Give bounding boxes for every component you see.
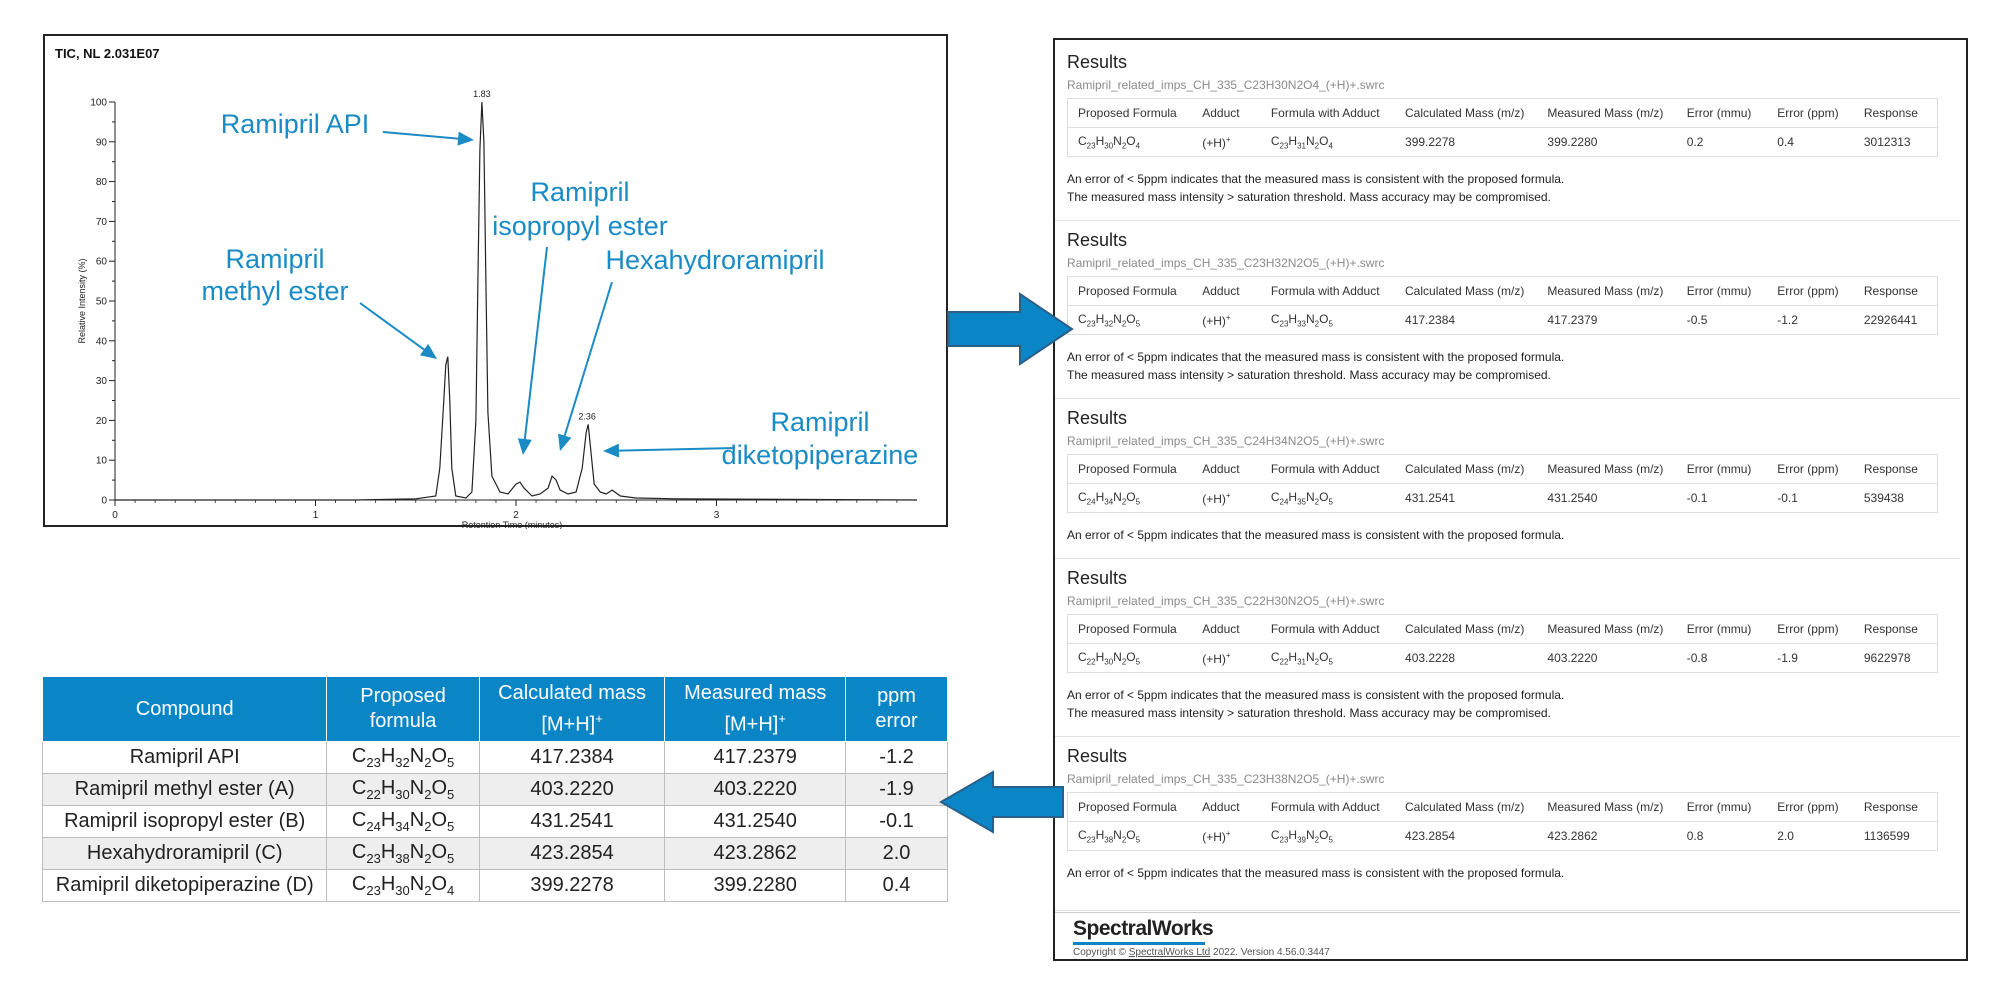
- summary-meas-mass: 417.2379: [665, 742, 846, 774]
- result-formula: $C_{22}H_{30}N_2O_5$: [1078, 649, 1141, 667]
- summary-meas-mass: 431.2540: [665, 806, 846, 838]
- result-column-header: Adduct: [1192, 455, 1261, 484]
- summary-compound: Ramipril methyl ester (A): [43, 774, 327, 806]
- y-tick-label: 40: [95, 336, 107, 348]
- x-tick-label: 1: [312, 510, 319, 521]
- summary-formula: $C_{22}H_{30}N_2O_5$: [327, 774, 479, 806]
- annotation-label: Hexahydroramipril: [605, 245, 825, 275]
- annotation-label: diketopiperazine: [721, 440, 919, 470]
- summary-ppm: -1.9: [846, 774, 948, 806]
- result-adduct: (+H)+: [1202, 650, 1231, 666]
- result-calc-mass: 423.2854: [1405, 829, 1456, 843]
- annotation-arrow: [603, 444, 735, 458]
- result-calc-mass: 403.2228: [1405, 651, 1456, 665]
- summary-compound: Ramipril API: [43, 742, 327, 774]
- arrow-right-icon: [946, 292, 1076, 366]
- spectralworks-logo: SpectralWorks: [1073, 917, 1214, 940]
- result-note-saturation: The measured mass intensity > saturation threshold. Mass accuracy may be compromised.: [1067, 706, 1551, 720]
- result-column-header: Calculated Mass (m/z): [1395, 99, 1537, 128]
- summary-row: [43, 838, 948, 870]
- summary-row: [43, 870, 948, 902]
- result-column-header: Measured Mass (m/z): [1537, 793, 1676, 822]
- header-calculated-mass: Calculated mass [M+H]+: [479, 677, 665, 742]
- result-column-header: Measured Mass (m/z): [1537, 455, 1676, 484]
- result-response: 3012313: [1863, 135, 1911, 149]
- result-column-header: Error (mmu): [1677, 793, 1768, 822]
- summary-meas-mass: 399.2280: [665, 870, 846, 902]
- result-calc-mass: 399.2278: [1405, 135, 1456, 149]
- result-error-ppm: -0.1: [1777, 491, 1798, 505]
- result-note: An error of < 5ppm indicates that the measured mass is consistent with the proposed formula.: [1067, 528, 1565, 542]
- result-error-ppm: 2.0: [1777, 829, 1794, 843]
- result-header-row: [1068, 99, 1938, 128]
- result-response: 9622978: [1863, 651, 1911, 665]
- result-column-header: Adduct: [1192, 277, 1261, 306]
- y-tick-label: 30: [95, 376, 107, 388]
- result-error-mmu: 0.2: [1686, 135, 1704, 149]
- result-header-row: [1068, 615, 1938, 644]
- summary-formula: $C_{23}H_{30}N_2O_4$: [327, 870, 479, 902]
- result-column-header: Error (ppm): [1767, 615, 1854, 644]
- peak-label: 1.83: [473, 89, 491, 99]
- copyright-link[interactable]: SpectralWorks Ltd: [1128, 947, 1211, 958]
- summary-ppm: 2.0: [846, 838, 948, 870]
- result-filename: Ramipril_related_imps_CH_335_C23H38N2O5_(+H)+.swrc: [1067, 772, 1385, 786]
- chromatogram-panel: [43, 34, 948, 527]
- result-column-header: Measured Mass (m/z): [1537, 615, 1676, 644]
- result-table: [1067, 454, 1938, 513]
- result-filename: Ramipril_related_imps_CH_335_C23H32N2O5_(+H)+.swrc: [1067, 256, 1385, 270]
- result-column-header: Measured Mass (m/z): [1537, 277, 1676, 306]
- result-column-header: Response: [1854, 455, 1938, 484]
- summary-ppm: -0.1: [846, 806, 948, 838]
- result-formula: $C_{23}H_{30}N_2O_4$: [1078, 133, 1141, 151]
- results-panel: [1053, 38, 1968, 961]
- result-column-header: Response: [1854, 99, 1938, 128]
- result-table: [1067, 614, 1938, 673]
- summary-meas-mass: 423.2862: [665, 838, 846, 870]
- x-axis-label: Retention Time (minutes): [461, 520, 563, 529]
- result-error-ppm: 0.4: [1777, 135, 1794, 149]
- result-filename: Ramipril_related_imps_CH_335_C23H30N2O4_(+H)+.swrc: [1067, 78, 1385, 92]
- x-tick-label: 2: [513, 510, 519, 521]
- result-data-row: [1068, 822, 1938, 851]
- summary-ppm: -1.2: [846, 742, 948, 774]
- result-column-header: Formula with Adduct: [1261, 455, 1395, 484]
- result-error-ppm: -1.9: [1777, 651, 1798, 665]
- result-column-header: Proposed Formula: [1068, 793, 1193, 822]
- result-column-header: Calculated Mass (m/z): [1395, 615, 1537, 644]
- arrow-left-icon: [937, 770, 1065, 834]
- result-response: 22926441: [1863, 313, 1918, 327]
- summary-formula: $C_{23}H_{32}N_2O_5$: [327, 742, 479, 774]
- result-data-row: [1068, 128, 1938, 157]
- result-error-mmu: 0.8: [1686, 829, 1704, 843]
- result-column-header: Error (mmu): [1677, 277, 1768, 306]
- y-tick-label: 70: [95, 216, 107, 228]
- result-section: [1055, 398, 1960, 559]
- peak-label: 2.36: [578, 411, 596, 422]
- result-note-saturation: The measured mass intensity > saturation threshold. Mass accuracy may be compromised.: [1067, 190, 1551, 204]
- result-meas-mass: 403.2220: [1547, 651, 1598, 665]
- result-error-mmu: -0.8: [1686, 651, 1708, 665]
- result-note: An error of < 5ppm indicates that the measured mass is consistent with the proposed formula.: [1067, 172, 1565, 186]
- summary-calc-mass: 431.2541: [479, 806, 665, 838]
- annotation-label: Ramipril: [530, 177, 630, 207]
- result-column-header: Error (ppm): [1767, 277, 1854, 306]
- summary-row: [43, 774, 948, 806]
- annotation-label: Ramipril: [225, 244, 325, 274]
- chromatogram-annotations: [201, 109, 918, 470]
- result-column-header: Formula with Adduct: [1261, 793, 1395, 822]
- y-axis-label: Relative Intensity (%): [77, 258, 87, 344]
- result-meas-mass: 423.2862: [1547, 829, 1598, 843]
- result-formula-adduct: $C_{23}H_{33}N_2O_5$: [1270, 311, 1333, 329]
- summary-compound: Hexahydroramipril (C): [43, 838, 327, 870]
- result-data-row: [1068, 306, 1938, 335]
- result-response: 539438: [1863, 491, 1904, 505]
- annotation-label: methyl ester: [201, 276, 349, 306]
- summary-compound: Ramipril diketopiperazine (D): [43, 870, 327, 902]
- result-formula-adduct: $C_{23}H_{31}N_2O_4$: [1270, 133, 1333, 151]
- result-column-header: Calculated Mass (m/z): [1395, 793, 1537, 822]
- summary-header-row: [43, 677, 948, 742]
- result-column-header: Error (mmu): [1677, 99, 1768, 128]
- result-calc-mass: 417.2384: [1405, 313, 1456, 327]
- result-section: [1055, 42, 1960, 221]
- annotation-label: isopropyl ester: [492, 211, 668, 241]
- x-tick-label: 3: [713, 510, 720, 521]
- summary-row: [43, 806, 948, 838]
- copyright-text: Copyright © SpectralWorks Ltd 2022. Version 4.56.0.3447: [1073, 947, 1330, 958]
- result-column-header: Response: [1854, 793, 1938, 822]
- result-column-header: Calculated Mass (m/z): [1395, 455, 1537, 484]
- result-note: An error of < 5ppm indicates that the measured mass is consistent with the proposed formula.: [1067, 866, 1565, 880]
- footer-divider: [1055, 912, 1960, 913]
- result-error-ppm: -1.2: [1777, 313, 1798, 327]
- result-formula-adduct: $C_{22}H_{31}N_2O_5$: [1270, 649, 1333, 667]
- result-column-header: Adduct: [1192, 99, 1261, 128]
- result-response: 1136599: [1863, 829, 1910, 843]
- result-adduct: (+H)+: [1202, 134, 1231, 150]
- annotation-label: Ramipril: [770, 407, 870, 437]
- y-tick-label: 80: [95, 177, 107, 189]
- result-calc-mass: 431.2541: [1405, 491, 1456, 505]
- annotation-arrow: [518, 247, 547, 455]
- y-tick-label: 20: [95, 415, 107, 427]
- result-meas-mass: 417.2379: [1547, 313, 1598, 327]
- result-heading: Results: [1067, 746, 1128, 766]
- result-column-header: Proposed Formula: [1068, 277, 1193, 306]
- y-tick-label: 90: [95, 137, 107, 149]
- result-heading: Results: [1067, 408, 1128, 428]
- result-filename: Ramipril_related_imps_CH_335_C24H34N2O5_(+H)+.swrc: [1067, 434, 1385, 448]
- summary-calc-mass: 423.2854: [479, 838, 665, 870]
- result-heading: Results: [1067, 230, 1128, 250]
- chromatogram-chart: [45, 36, 950, 529]
- result-table: [1067, 792, 1938, 851]
- result-error-mmu: -0.5: [1686, 313, 1708, 327]
- summary-ppm: 0.4: [846, 870, 948, 902]
- chromatogram-header: TIC, NL 2.031E07: [55, 46, 160, 61]
- result-note: An error of < 5ppm indicates that the measured mass is consistent with the proposed formula.: [1067, 350, 1565, 364]
- annotation-arrow: [383, 132, 474, 146]
- result-table: [1067, 276, 1938, 335]
- result-column-header: Calculated Mass (m/z): [1395, 277, 1537, 306]
- y-tick-label: 0: [101, 495, 107, 507]
- result-column-header: Adduct: [1192, 793, 1261, 822]
- result-header-row: [1068, 793, 1938, 822]
- summary-row: [43, 742, 948, 774]
- y-tick-label: 100: [90, 97, 107, 109]
- summary-meas-mass: 403.2220: [665, 774, 846, 806]
- summary-formula: $C_{24}H_{34}N_2O_5$: [327, 806, 479, 838]
- result-formula-adduct: $C_{24}H_{35}N_2O_5$: [1270, 489, 1333, 507]
- result-note-saturation: The measured mass intensity > saturation threshold. Mass accuracy may be compromised.: [1067, 368, 1551, 382]
- result-formula-adduct: $C_{23}H_{39}N_2O_5$: [1270, 827, 1333, 845]
- result-note: An error of < 5ppm indicates that the measured mass is consistent with the proposed formula.: [1067, 688, 1565, 702]
- result-section: [1055, 220, 1960, 399]
- result-column-header: Response: [1854, 615, 1938, 644]
- result-table: [1067, 98, 1938, 157]
- annotation-arrow: [360, 303, 437, 359]
- summary-calc-mass: 417.2384: [479, 742, 665, 774]
- result-column-header: Measured Mass (m/z): [1537, 99, 1676, 128]
- result-meas-mass: 399.2280: [1547, 135, 1598, 149]
- result-column-header: Proposed Formula: [1068, 615, 1193, 644]
- result-meas-mass: 431.2540: [1547, 491, 1598, 505]
- annotation-label: Ramipril API: [220, 109, 370, 139]
- result-section: [1055, 736, 1960, 911]
- result-heading: Results: [1067, 52, 1128, 72]
- result-column-header: Error (ppm): [1767, 793, 1854, 822]
- header-measured-mass: Measured mass [M+H]+: [665, 677, 846, 742]
- result-filename: Ramipril_related_imps_CH_335_C22H30N2O5_(+H)+.swrc: [1067, 594, 1385, 608]
- result-header-row: [1068, 455, 1938, 484]
- header-proposed-formula: Proposed formula: [327, 677, 479, 742]
- y-tick-label: 10: [95, 455, 107, 467]
- y-tick-label: 60: [95, 256, 107, 268]
- result-column-header: Error (ppm): [1767, 99, 1854, 128]
- header-compound: Compound: [43, 677, 327, 742]
- logo-underline-bar: [1073, 942, 1205, 945]
- result-column-header: Error (mmu): [1677, 615, 1768, 644]
- result-data-row: [1068, 644, 1938, 673]
- result-column-header: Formula with Adduct: [1261, 615, 1395, 644]
- summary-calc-mass: 399.2278: [479, 870, 665, 902]
- result-column-header: Adduct: [1192, 615, 1261, 644]
- result-column-header: Proposed Formula: [1068, 99, 1193, 128]
- result-formula: $C_{24}H_{34}N_2O_5$: [1078, 489, 1141, 507]
- result-error-mmu: -0.1: [1686, 491, 1708, 505]
- result-column-header: Error (mmu): [1677, 455, 1768, 484]
- result-adduct: (+H)+: [1202, 312, 1231, 328]
- result-heading: Results: [1067, 568, 1128, 588]
- result-column-header: Proposed Formula: [1068, 455, 1193, 484]
- summary-compound: Ramipril isopropyl ester (B): [43, 806, 327, 838]
- result-section: [1055, 558, 1960, 737]
- summary-formula: $C_{23}H_{38}N_2O_5$: [327, 838, 479, 870]
- result-column-header: Formula with Adduct: [1261, 99, 1395, 128]
- result-adduct: (+H)+: [1202, 828, 1231, 844]
- result-header-row: [1068, 277, 1938, 306]
- result-adduct: (+H)+: [1202, 490, 1231, 506]
- header-ppm-error: ppm error: [846, 677, 948, 742]
- summary-calc-mass: 403.2220: [479, 774, 665, 806]
- summary-table: [42, 676, 948, 902]
- result-formula: $C_{23}H_{32}N_2O_5$: [1078, 311, 1141, 329]
- result-column-header: Formula with Adduct: [1261, 277, 1395, 306]
- result-data-row: [1068, 484, 1938, 513]
- y-tick-label: 50: [95, 296, 107, 308]
- result-column-header: Error (ppm): [1767, 455, 1854, 484]
- result-formula: $C_{23}H_{38}N_2O_5$: [1078, 827, 1141, 845]
- annotation-arrow: [558, 282, 612, 451]
- x-tick-label: 0: [112, 510, 118, 521]
- result-column-header: Response: [1854, 277, 1938, 306]
